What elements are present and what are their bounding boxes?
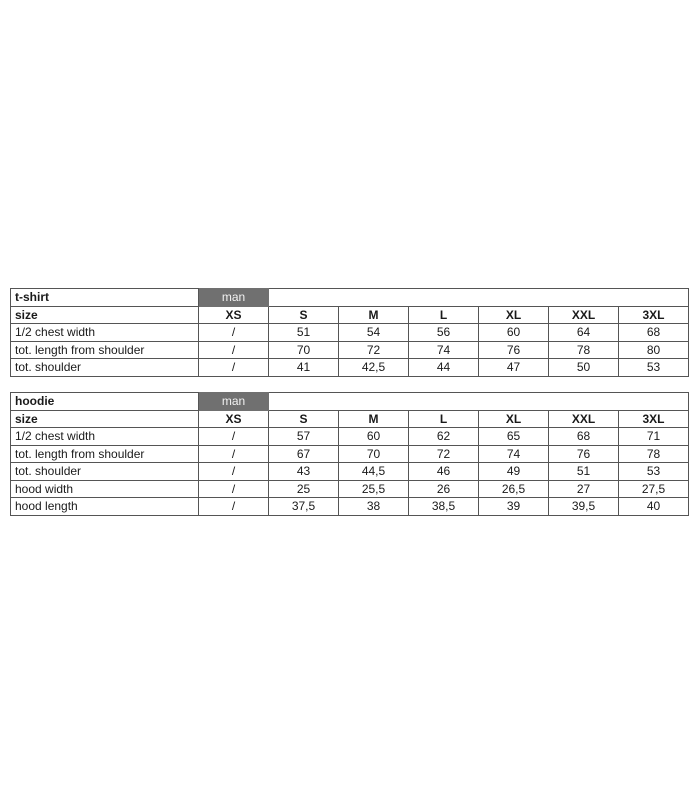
cell-value: 72 bbox=[339, 341, 409, 359]
cell-value: 44,5 bbox=[339, 463, 409, 481]
size-s: S bbox=[269, 410, 339, 428]
cell-value: 37,5 bbox=[269, 498, 339, 516]
cell-value: 43 bbox=[269, 463, 339, 481]
table-row bbox=[11, 480, 689, 498]
cell-value: 54 bbox=[339, 324, 409, 342]
cell-value: 42,5 bbox=[339, 359, 409, 377]
cell-value: 72 bbox=[409, 445, 479, 463]
gender-tag: man bbox=[199, 289, 269, 307]
cell-value: 41 bbox=[269, 359, 339, 377]
cell-value: 26,5 bbox=[479, 480, 549, 498]
cell-value: 50 bbox=[549, 359, 619, 377]
cell-value: 80 bbox=[619, 341, 689, 359]
cell-value: 53 bbox=[619, 359, 689, 377]
size-row bbox=[11, 306, 689, 324]
row-label: tot. shoulder bbox=[11, 463, 199, 481]
size-xs: XS bbox=[199, 410, 269, 428]
row-label: hood length bbox=[11, 498, 199, 516]
size-xl: XL bbox=[479, 306, 549, 324]
size-row bbox=[11, 410, 689, 428]
cell-value: 60 bbox=[479, 324, 549, 342]
size-m: M bbox=[339, 306, 409, 324]
cell-value: 25 bbox=[269, 480, 339, 498]
cell-value: / bbox=[199, 324, 269, 342]
cell-value: 44 bbox=[409, 359, 479, 377]
table-row bbox=[11, 324, 689, 342]
size-xxl: XXL bbox=[549, 306, 619, 324]
table-header-row bbox=[11, 289, 689, 307]
table-row bbox=[11, 463, 689, 481]
cell-value: / bbox=[199, 341, 269, 359]
size-3xl: 3XL bbox=[619, 410, 689, 428]
cell-value: 26 bbox=[409, 480, 479, 498]
product-name: hoodie bbox=[11, 393, 199, 411]
size-m: M bbox=[339, 410, 409, 428]
size-label: size bbox=[11, 410, 199, 428]
cell-value: / bbox=[199, 428, 269, 446]
table-header-row bbox=[11, 393, 689, 411]
table-row bbox=[11, 445, 689, 463]
cell-value: / bbox=[199, 463, 269, 481]
size-s: S bbox=[269, 306, 339, 324]
cell-value: 38 bbox=[339, 498, 409, 516]
header-spacer bbox=[269, 289, 689, 307]
table-row bbox=[11, 498, 689, 516]
hoodie-size-table bbox=[10, 392, 689, 516]
table-row bbox=[11, 428, 689, 446]
product-name: t-shirt bbox=[11, 289, 199, 307]
cell-value: / bbox=[199, 480, 269, 498]
gender-tag: man bbox=[199, 393, 269, 411]
cell-value: 38,5 bbox=[409, 498, 479, 516]
cell-value: 46 bbox=[409, 463, 479, 481]
cell-value: 51 bbox=[269, 324, 339, 342]
cell-value: 68 bbox=[619, 324, 689, 342]
cell-value: 64 bbox=[549, 324, 619, 342]
cell-value: 78 bbox=[549, 341, 619, 359]
cell-value: 76 bbox=[479, 341, 549, 359]
cell-value: 39 bbox=[479, 498, 549, 516]
cell-value: 47 bbox=[479, 359, 549, 377]
cell-value: / bbox=[199, 445, 269, 463]
table-row bbox=[11, 341, 689, 359]
size-l: L bbox=[409, 306, 479, 324]
size-l: L bbox=[409, 410, 479, 428]
cell-value: 56 bbox=[409, 324, 479, 342]
cell-value: 39,5 bbox=[549, 498, 619, 516]
cell-value: 25,5 bbox=[339, 480, 409, 498]
cell-value: 78 bbox=[619, 445, 689, 463]
cell-value: 40 bbox=[619, 498, 689, 516]
cell-value: 62 bbox=[409, 428, 479, 446]
cell-value: 57 bbox=[269, 428, 339, 446]
size-3xl: 3XL bbox=[619, 306, 689, 324]
cell-value: / bbox=[199, 359, 269, 377]
tshirt-size-table bbox=[10, 288, 689, 377]
row-label: hood width bbox=[11, 480, 199, 498]
cell-value: 67 bbox=[269, 445, 339, 463]
cell-value: 76 bbox=[549, 445, 619, 463]
size-xxl: XXL bbox=[549, 410, 619, 428]
row-label: tot. length from shoulder bbox=[11, 341, 199, 359]
cell-value: 49 bbox=[479, 463, 549, 481]
cell-value: 51 bbox=[549, 463, 619, 481]
cell-value: 65 bbox=[479, 428, 549, 446]
cell-value: / bbox=[199, 498, 269, 516]
table-row bbox=[11, 359, 689, 377]
header-spacer bbox=[269, 393, 689, 411]
cell-value: 74 bbox=[479, 445, 549, 463]
row-label: 1/2 chest width bbox=[11, 428, 199, 446]
size-label: size bbox=[11, 306, 199, 324]
cell-value: 53 bbox=[619, 463, 689, 481]
row-label: tot. shoulder bbox=[11, 359, 199, 377]
size-xl: XL bbox=[479, 410, 549, 428]
cell-value: 71 bbox=[619, 428, 689, 446]
row-label: tot. length from shoulder bbox=[11, 445, 199, 463]
size-xs: XS bbox=[199, 306, 269, 324]
cell-value: 70 bbox=[339, 445, 409, 463]
cell-value: 27 bbox=[549, 480, 619, 498]
cell-value: 27,5 bbox=[619, 480, 689, 498]
cell-value: 68 bbox=[549, 428, 619, 446]
cell-value: 60 bbox=[339, 428, 409, 446]
row-label: 1/2 chest width bbox=[11, 324, 199, 342]
cell-value: 70 bbox=[269, 341, 339, 359]
cell-value: 74 bbox=[409, 341, 479, 359]
